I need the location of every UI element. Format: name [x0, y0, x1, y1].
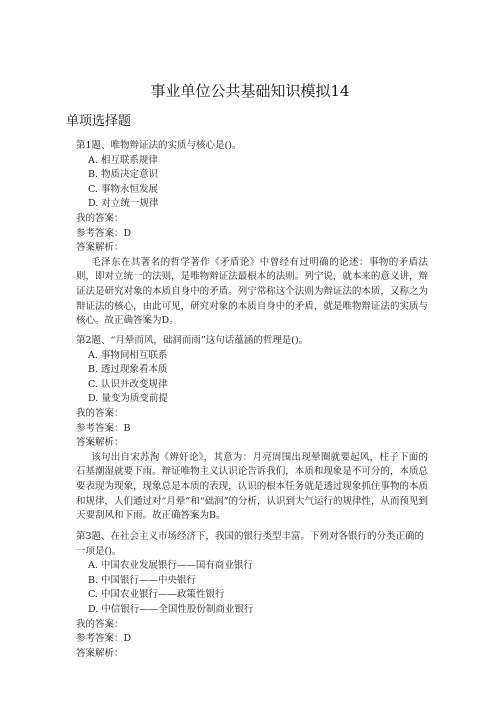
option-d: D. 中信银行——全国性股份制商业银行 [88, 603, 254, 615]
reference-answer: 参考答案：B [76, 422, 131, 434]
question-stem: 第1题、唯物辩证法的实质与核心是()。 [76, 140, 242, 151]
reference-answer: 参考答案：D [76, 227, 132, 239]
question-3 [76, 530, 428, 661]
my-answer-label: 我的答案： [76, 212, 124, 224]
option-a: A. 相互联系规律 [88, 154, 158, 166]
option-d: D. 量变为质变前提 [88, 393, 168, 405]
option-c: C. 中国农业银行——政策性银行 [88, 589, 225, 601]
question-2 [76, 334, 428, 524]
option-b: B. 透过现象看本质 [88, 364, 168, 376]
option-c: C. 事物永恒发展 [88, 183, 158, 195]
reference-answer: 参考答案：D [76, 633, 132, 645]
section-title: 单项选择题 [66, 114, 132, 129]
question-1 [76, 139, 428, 329]
question-stem: 第3题、在社会主义市场经济下，我国的银行类型丰富。下列对各银行的分类正确的一项是()。 [76, 531, 425, 557]
analysis-label: 答案解析： [76, 647, 124, 659]
option-c: C. 认识并改变规律 [88, 378, 168, 390]
option-a: A. 中国农业发展银行——国有商业银行 [88, 560, 253, 572]
option-d: D. 对立统一规律 [88, 198, 159, 210]
my-answer-label: 我的答案： [76, 407, 124, 419]
option-b: B. 物质决定意识 [88, 169, 159, 181]
document-title: 事业单位公共基础知识模拟14 [150, 82, 350, 100]
analysis-label: 答案解析： [76, 437, 124, 449]
analysis-label: 答案解析： [76, 242, 124, 254]
option-a: A. 事物间相互联系 [88, 349, 168, 361]
my-answer-label: 我的答案： [76, 618, 124, 630]
question-stem: 第2题、“月晕而风，础润而雨”这句话蕴涵的哲理是()。 [76, 335, 309, 346]
analysis-text: 毛泽东在其著名的哲学著作《矛盾论》中曾经有过明确的论述：事物的矛盾法则，即对立统一的法则，是唯物辩证法最根本的法则。列宁说，就本来的意义讲，辩证法是研究对象的本质自身中的矛盾。列宁常称这个法则为辩证法的本质，又称之为辩证法的核心，由此可见，研究对象的本质自身中的矛盾，就是唯物辩证法的实质与核心。故正确答案为D。 [76, 256, 428, 327]
analysis-text: 该句出自宋苏洵《辨奸论》，其意为：月亮周围出现晕圈就要起风，柱子下面的石基潮湿就要下雨。辩证唯物主义认识论告诉我们，本质和现象是不可分的，本质总要表现为现象，现象总是本质的表现，认识的根本任务就是透过现象抓住事物的本质和规律，人们通过对“月晕”和“础润”的分析，认识到大气运行的规律性，从而预见到天要刮风和下雨。故正确答案为B。 [76, 451, 428, 522]
option-b: B. 中国银行——中央银行 [88, 574, 197, 586]
